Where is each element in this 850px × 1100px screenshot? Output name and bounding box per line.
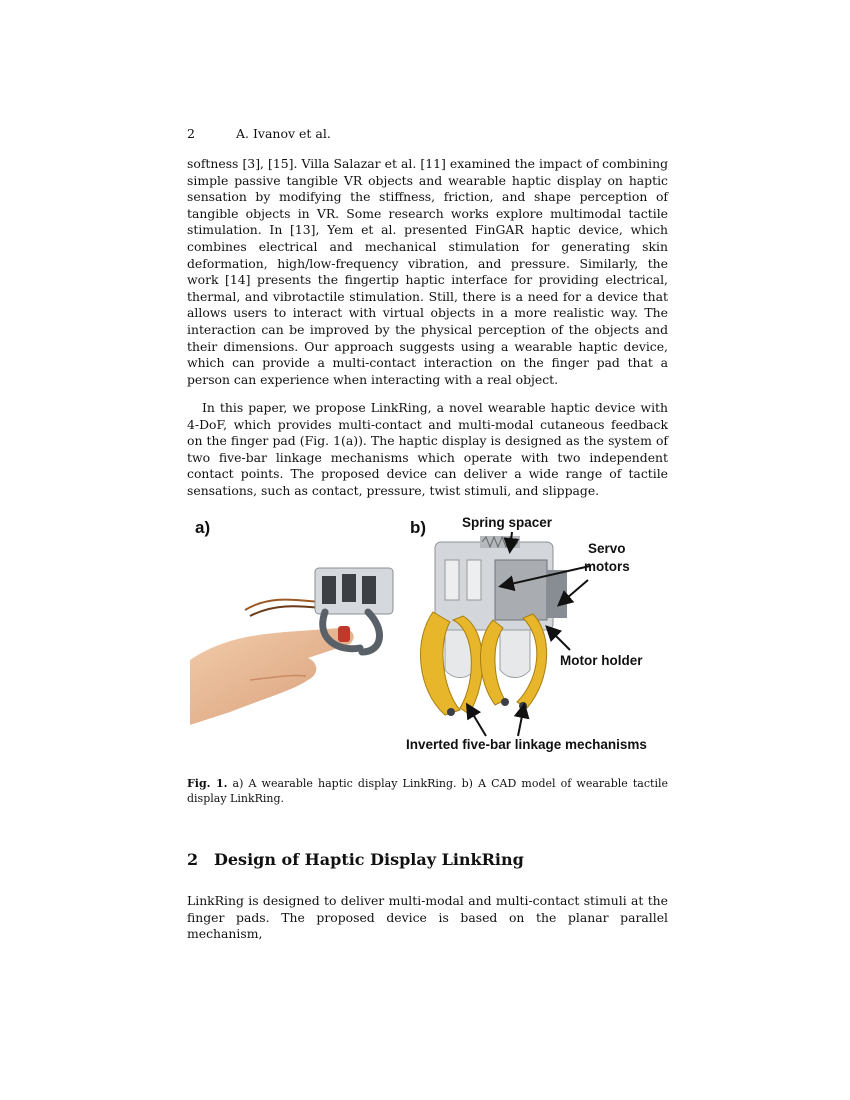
callout-linkage: Inverted five-bar linkage mechanisms bbox=[406, 737, 647, 752]
panel-b-label: b) bbox=[410, 518, 427, 537]
body-paragraph-1: softness [3], [15]. Villa Salazar et al. [11] examined the impact of combining simple passive tangible VR objects and wearable haptic display on haptic sensation by modifying the stiffness, friction, and shape perception of tangible objects in VR. Some research works explore multimodal tactile stimulation. In [13], Yem et al. presented FinGAR haptic device, which combines electrical and mechanical stimulation for generating skin deformation, high/low-frequency vibration, and pressure. Similarly, the work [14] presents the fingertip haptic interface for providing electrical, thermal, and vibrotactile stimulation. Still, there is a need for a device that allows users to interact with virtual objects in a more realistic way. The interaction can be improved by the physical perception of the objects and their dimensions. Our approach suggests using a wearable haptic device, which can provide a multi-contact interaction on the finger pad that a person can experience when interacting with a real object. bbox=[187, 156, 668, 387]
section-title: Design of Haptic Display LinkRing bbox=[214, 850, 524, 869]
callout-arrows bbox=[190, 510, 670, 760]
callout-motor-holder: Motor holder bbox=[560, 653, 643, 668]
page-number: 2 bbox=[187, 126, 195, 141]
callout-spring-spacer: Spring spacer bbox=[462, 515, 553, 530]
caption-label: Fig. 1. bbox=[187, 777, 228, 790]
running-title: A. Ivanov et al. bbox=[235, 126, 331, 141]
body-paragraph-3: LinkRing is designed to deliver multi-modal and multi-contact stimuli at the finger pads. The proposed device is based on the planar parallel mechanism, bbox=[187, 893, 668, 942]
figure-1 bbox=[190, 510, 670, 760]
section-number: 2 bbox=[187, 850, 199, 869]
section-heading bbox=[187, 850, 524, 869]
callout-servo-line1: Servo bbox=[588, 541, 626, 556]
figure-caption bbox=[187, 776, 668, 806]
callout-servo-line2: motors bbox=[584, 559, 630, 574]
running-header bbox=[187, 126, 331, 141]
caption-text: a) A wearable haptic display LinkRing. b) A CAD model of wearable tactile display LinkRing. bbox=[187, 777, 668, 805]
body-paragraph-2: In this paper, we propose LinkRing, a novel wearable haptic device with 4-DoF, which provides multi-contact and multi-modal cutaneous feedback on the finger pad (Fig. 1(a)). The haptic display is designed as the system of two five-bar linkage mechanisms which operate with two independent contact points. The proposed device can deliver a wide range of tactile sensations, such as contact, pressure, twist stimuli, and slippage. bbox=[187, 400, 668, 498]
panel-a-label: a) bbox=[195, 518, 211, 537]
